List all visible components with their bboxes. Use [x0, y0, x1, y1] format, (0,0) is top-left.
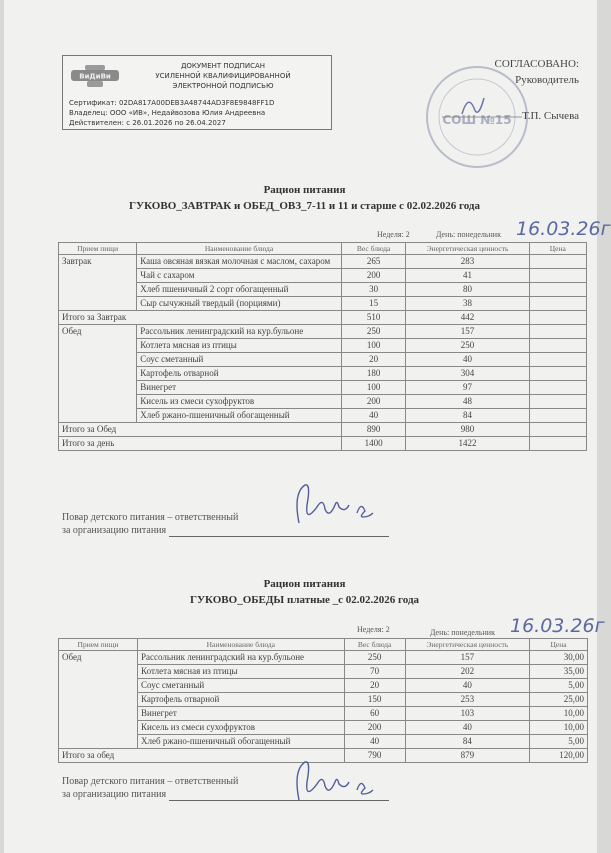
table-row	[59, 693, 588, 707]
dish-price	[529, 353, 586, 367]
total-row	[59, 437, 587, 451]
dish-weight: 250	[344, 651, 405, 665]
dish-weight: 20	[341, 353, 406, 367]
dish-price	[529, 311, 586, 325]
signature-header-line: ДОКУМЕНТ ПОДПИСАН	[180, 62, 266, 70]
electronic-signature-box	[62, 55, 332, 130]
dish-weight: 790	[344, 749, 405, 763]
footer-line: Повар детского питания – ответственный	[62, 512, 239, 523]
dish-price: 10,00	[530, 721, 588, 735]
dish-energy: 40	[406, 353, 529, 367]
section2-title: Рацион питания	[263, 578, 346, 590]
dish-name: Чай с сахаром	[137, 269, 342, 283]
dish-energy: 40	[405, 679, 529, 693]
table-row	[59, 381, 587, 395]
dish-energy: 84	[406, 409, 529, 423]
table-header-row	[59, 639, 588, 651]
dish-energy: 879	[405, 749, 529, 763]
dish-weight: 265	[341, 255, 406, 269]
table-row	[59, 269, 587, 283]
column-header: Вес блюда	[344, 639, 405, 651]
dish-price	[529, 381, 586, 395]
section1-subtitle: ГУКОВО_ЗАВТРАК и ОБЕД_ОВЗ_7-11 и 11 и старше с 02.02.2026 года	[129, 200, 480, 212]
section2-week: Неделя: 2	[357, 625, 390, 634]
dish-energy: 38	[406, 297, 529, 311]
dish-energy: 41	[406, 269, 529, 283]
certificate-owner: Владелец: ООО «ИВ», Недайвозова Юлия Андреевна	[69, 109, 266, 117]
column-header: Энергетическая ценность	[405, 639, 529, 651]
dish-energy: 48	[406, 395, 529, 409]
table-row	[59, 651, 588, 665]
svg-text:ВиДиВи: ВиДиВи	[79, 72, 111, 81]
table-row	[59, 395, 587, 409]
table-row	[59, 353, 587, 367]
dish-weight: 890	[341, 423, 406, 437]
svg-text:СОШ №15: СОШ №15	[442, 113, 512, 127]
dish-energy: 103	[405, 707, 529, 721]
dish-energy: 304	[406, 367, 529, 381]
dish-price	[529, 409, 586, 423]
dish-name: Соус сметанный	[137, 353, 342, 367]
dish-weight: 180	[341, 367, 406, 381]
signature-header-line: ЭЛЕКТРОННОЙ ПОДПИСЬЮ	[172, 82, 274, 90]
dish-energy: 1422	[406, 437, 529, 451]
meal-cell: Обед	[59, 651, 138, 749]
cook-signature-icon	[289, 483, 389, 528]
dish-name: Котлета мясная из птицы	[138, 665, 345, 679]
total-label: Итого за Завтрак	[59, 311, 342, 325]
dish-name: Котлета мясная из птицы	[137, 339, 342, 353]
table-row	[59, 339, 587, 353]
signature-header	[123, 61, 323, 91]
section1-title: Рацион питания	[263, 184, 346, 196]
table-row	[59, 367, 587, 381]
dish-energy: 40	[405, 721, 529, 735]
table-row	[59, 255, 587, 269]
section1-handwritten-date: 16.03.26г	[516, 218, 611, 240]
total-row	[59, 423, 587, 437]
table-row	[59, 721, 588, 735]
column-header: Энергетическая ценность	[406, 243, 529, 255]
dish-price	[529, 437, 586, 451]
dish-price	[529, 325, 586, 339]
dish-energy: 253	[405, 693, 529, 707]
dish-weight: 200	[341, 269, 406, 283]
table-row	[59, 283, 587, 297]
cook-signature-icon	[289, 760, 389, 805]
section2-day: День: понедельник	[430, 628, 495, 637]
column-header: Наименование блюда	[138, 639, 345, 651]
dish-energy: 97	[406, 381, 529, 395]
column-header: Прием пищи	[59, 243, 137, 255]
dish-weight: 200	[344, 721, 405, 735]
dish-weight: 40	[341, 409, 406, 423]
dish-energy: 84	[405, 735, 529, 749]
total-label: Итого за Обед	[59, 423, 342, 437]
dish-name: Картофель отварной	[138, 693, 345, 707]
dish-name: Сыр сычужный твердый (порциями)	[137, 297, 342, 311]
dish-weight: 70	[344, 665, 405, 679]
column-header: Наименование блюда	[137, 243, 342, 255]
approval-label: СОГЛАСОВАНО:	[494, 58, 579, 70]
signature-header-line: УСИЛЕННОЙ КВАЛИФИЦИРОВАННОЙ	[155, 72, 291, 80]
dish-name: Кисель из смеси сухофруктов	[138, 721, 345, 735]
signature-info	[69, 98, 274, 128]
dish-name: Рассольник ленинградский на кур.бульоне	[137, 325, 342, 339]
document-page	[4, 0, 611, 853]
dish-price	[529, 269, 586, 283]
section1-week: Неделя: 2	[377, 230, 410, 239]
dish-weight: 100	[341, 339, 406, 353]
dish-price: 10,00	[530, 707, 588, 721]
section2-menu-table	[58, 638, 588, 763]
dish-name: Рассольник ленинградский на кур.бульоне	[138, 651, 345, 665]
meal-cell: Обед	[59, 325, 137, 423]
dish-price	[529, 297, 586, 311]
column-header: Цена	[529, 243, 586, 255]
dish-energy: 442	[406, 311, 529, 325]
approval-name: Т.П. Сычева	[522, 110, 579, 122]
table-row	[59, 409, 587, 423]
section2-handwritten-date: 16.03.26г	[510, 615, 605, 637]
dish-weight: 40	[344, 735, 405, 749]
table-row	[59, 297, 587, 311]
dish-name: Соус сметанный	[138, 679, 345, 693]
dish-name: Хлеб ржано-пшеничный обогащенный	[137, 409, 342, 423]
footer-line: за организацию питания	[62, 525, 167, 536]
dish-weight: 200	[341, 395, 406, 409]
dish-energy: 157	[405, 651, 529, 665]
dish-name: Кисель из смеси сухофруктов	[137, 395, 342, 409]
section1-day: День: понедельник	[436, 230, 501, 239]
dish-weight: 1400	[341, 437, 406, 451]
column-header: Вес блюда	[341, 243, 406, 255]
dish-energy: 80	[406, 283, 529, 297]
table-row	[59, 707, 588, 721]
approval-position: Руководитель	[515, 74, 579, 86]
dish-weight: 30	[341, 283, 406, 297]
dish-price	[529, 255, 586, 269]
dish-weight: 60	[344, 707, 405, 721]
dish-price: 25,00	[530, 693, 588, 707]
dish-price	[529, 283, 586, 297]
dish-energy: 157	[406, 325, 529, 339]
column-header: Цена	[530, 639, 588, 651]
dish-energy: 283	[406, 255, 529, 269]
dish-weight: 150	[344, 693, 405, 707]
dish-energy: 250	[406, 339, 529, 353]
dish-price: 35,00	[530, 665, 588, 679]
section2-subtitle: ГУКОВО_ОБЕДЫ платные _с 02.02.2026 года	[189, 594, 420, 606]
table-header-row	[59, 243, 587, 255]
table-row	[59, 325, 587, 339]
section1-menu-table	[58, 242, 587, 451]
footer-line: за организацию питания	[62, 789, 167, 800]
table-row	[59, 679, 588, 693]
dish-name: Картофель отварной	[137, 367, 342, 381]
dish-weight: 250	[341, 325, 406, 339]
approval-block	[495, 56, 579, 124]
dish-price	[529, 339, 586, 353]
footer-line: Повар детского питания – ответственный	[62, 776, 239, 787]
total-label: Итого за день	[59, 437, 342, 451]
dish-weight: 20	[344, 679, 405, 693]
dish-price	[529, 423, 586, 437]
dish-weight: 510	[341, 311, 406, 325]
total-label: Итого за обед	[59, 749, 345, 763]
dish-name: Винегрет	[138, 707, 345, 721]
dish-name: Хлеб ржано-пшеничный обогащенный	[138, 735, 345, 749]
dish-price	[529, 395, 586, 409]
dish-price: 30,00	[530, 651, 588, 665]
dish-energy: 202	[405, 665, 529, 679]
company-logo-icon	[69, 63, 121, 89]
dish-energy: 980	[406, 423, 529, 437]
dish-price: 5,00	[530, 679, 588, 693]
certificate-number: Сертификат: 02DA817A00DEB3A48744AD3F8E9848FF1D	[69, 99, 275, 107]
table-row	[59, 665, 588, 679]
meal-cell: Завтрак	[59, 255, 137, 311]
dish-price: 5,00	[530, 735, 588, 749]
dish-name: Каша овсяная вязкая молочная с маслом, сахаром	[137, 255, 342, 269]
dish-name: Хлеб пшеничный 2 сорт обогащенный	[137, 283, 342, 297]
dish-price	[529, 367, 586, 381]
dish-price: 120,00	[530, 749, 588, 763]
dish-weight: 15	[341, 297, 406, 311]
certificate-validity: Действителен: с 26.01.2026 по 26.04.2027	[69, 119, 226, 127]
column-header: Прием пищи	[59, 639, 138, 651]
dish-weight: 100	[341, 381, 406, 395]
total-row	[59, 311, 587, 325]
dish-name: Винегрет	[137, 381, 342, 395]
table-row	[59, 735, 588, 749]
